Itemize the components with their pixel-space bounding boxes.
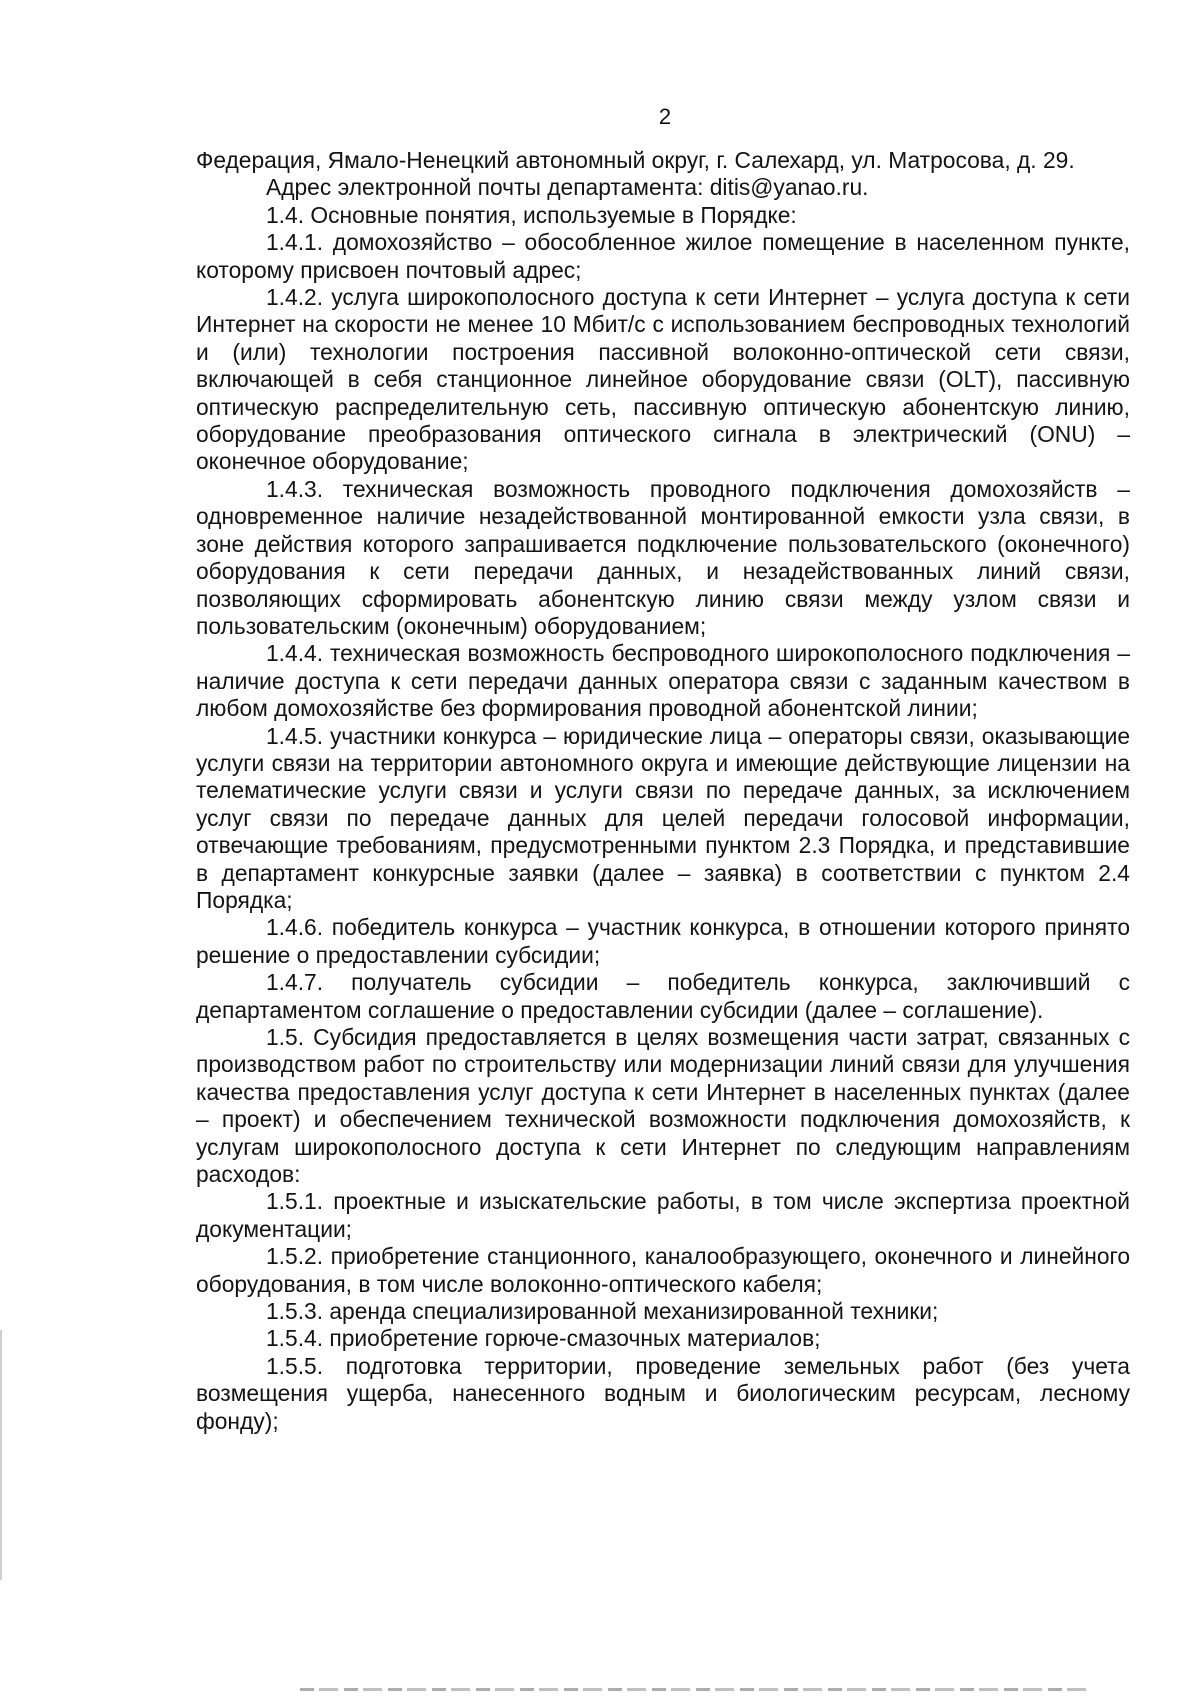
paragraph-1-5-1: 1.5.1. проектные и изыскательские работы, в том числе экспертиза проектной документации;: [196, 1188, 1130, 1242]
paragraph-1-4-5: 1.4.5. участники конкурса – юридические лица – операторы связи, оказывающие услуги связи на территории автономного округа и имеющие действующие лицензии на телематические услуги связи и услуги связи по передаче данных, за исключением услуг связи по передаче данных для целей передачи голосовой информации, отвечающие требованиям, предусмотренными пунктом 2.3 Порядка, и представившие в департамент конкурсные заявки (далее – заявка) в соответствии с пунктом 2.4 Порядка;: [196, 722, 1130, 913]
scan-bottom-artifact: [300, 1688, 1090, 1691]
paragraph-1-4-2: 1.4.2. услуга широкополосного доступа к сети Интернет – услуга доступа к сети Интернет на скорости не менее 10 Мбит/с с использованием беспроводных технологий и (или) технологии построения пассивной волоконно-оптической сети связи, включающей в себя станционное линейное оборудование связи (OLT), пассивную оптическую распределительную сеть, пассивную оптическую абонентскую линию, оборудование преобразования оптического сигнала в электрический (ONU) – оконечное оборудование;: [196, 284, 1130, 475]
paragraph-1-5-3: 1.5.3. аренда специализированной механизированной техники;: [266, 1298, 939, 1325]
document-body: [196, 147, 1130, 1435]
paragraph-1-5-5: 1.5.5. подготовка территории, проведение земельных работ (без учета возмещения ущерба, нанесенного водным и биологическим ресурсам, лесному фонду);: [196, 1352, 1130, 1434]
page-number: 2: [658, 104, 672, 129]
paragraph-1-5: 1.5. Субсидия предоставляется в целях возмещения части затрат, связанных с производством работ по строительству или модернизации линий связи для улучшения качества предоставления услуг доступа к сети Интернет в населенных пунктах (далее – проект) и обеспечением технической возможности подключения домохозяйств, к услугам широкополосного доступа к сети Интернет по следующим направлениям расходов:: [196, 1024, 1130, 1188]
paragraph-1-5-2: 1.5.2. приобретение станционного, каналообразующего, оконечного и линейного оборудования, в том числе волоконно-оптического кабеля;: [196, 1243, 1130, 1297]
paragraph-1-4: 1.4. Основные понятия, используемые в Порядке:: [266, 201, 797, 228]
paragraph-1-4-6: 1.4.6. победитель конкурса – участник конкурса, в отношении которого принято решение о предоставлении субсидии;: [196, 914, 1130, 968]
paragraph-email: Адрес электронной почты департамента: ditis@yanao.ru.: [266, 174, 869, 201]
paragraph-1-4-7: 1.4.7. получатель субсидии – победитель конкурса, заключивший с департаментом соглашение о предоставлении субсидии (далее – соглашение).: [196, 969, 1130, 1023]
paragraph-address-continuation: Федерация, Ямало-Ненецкий автономный округ, г. Салехард, ул. Матросова, д. 29.: [196, 147, 1075, 173]
paragraph-1-4-3: 1.4.3. техническая возможность проводного подключения домохозяйств – одновременное наличие незадействованной монтированной емкости узла связи, в зоне действия которого запрашивается подключение пользовательского (оконечного) оборудования к сети передачи данных, и незадействованных линий связи, позволяющих сформировать абонентскую линию связи между узлом связи и пользовательским (оконечным) оборудованием;: [196, 475, 1130, 639]
paragraph-1-4-4: 1.4.4. техническая возможность беспроводного широкополосного подключения – наличие доступа к сети передачи данных оператора связи с заданным качеством в любом домохозяйстве без формирования проводной абонентской линии;: [196, 640, 1130, 722]
paragraph-1-5-4: 1.5.4. приобретение горюче-смазочных материалов;: [266, 1325, 821, 1352]
scan-edge-mark: [0, 1330, 2, 1580]
paragraph-1-4-1: 1.4.1. домохозяйство – обособленное жилое помещение в населенном пункте, которому присвоен почтовый адрес;: [196, 229, 1130, 283]
